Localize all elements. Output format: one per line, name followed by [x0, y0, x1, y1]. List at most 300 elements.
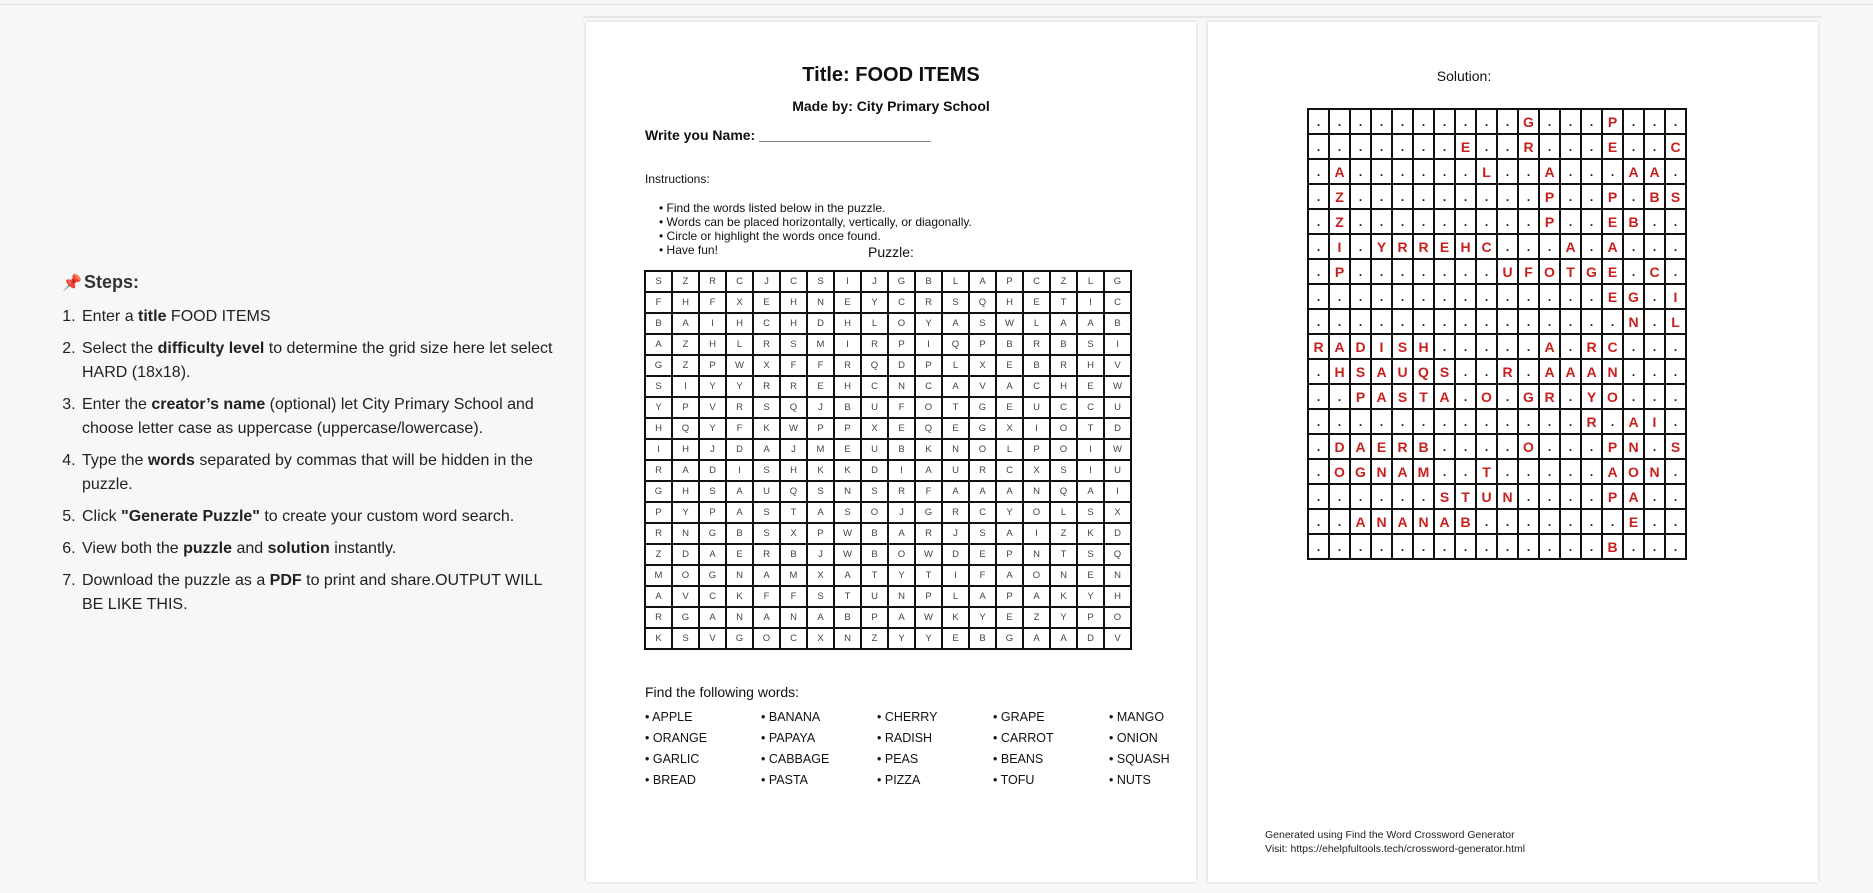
puzzle-cell: A [888, 523, 915, 544]
puzzle-cell: Q [780, 481, 807, 502]
puzzle-cell: S [753, 397, 780, 418]
puzzle-cell: W [834, 523, 861, 544]
solution-cell: E [1602, 259, 1623, 284]
puzzle-cell: S [753, 460, 780, 481]
solution-cell: A [1581, 359, 1602, 384]
puzzle-cell: B [834, 397, 861, 418]
puzzle-cell: P [915, 586, 942, 607]
solution-cell: . [1602, 159, 1623, 184]
solution-cell: R [1497, 359, 1518, 384]
solution-cell: . [1644, 509, 1665, 534]
puzzle-cell: J [753, 271, 780, 292]
solution-cell: . [1308, 459, 1329, 484]
puzzle-row [645, 334, 1131, 355]
solution-cell: . [1434, 409, 1455, 434]
puzzle-cell: T [942, 397, 969, 418]
puzzle-cell: X [780, 523, 807, 544]
solution-cell: . [1644, 309, 1665, 334]
instruction-item: • Have fun! [659, 243, 972, 257]
puzzle-cell: R [645, 607, 672, 628]
solution-cell: . [1581, 459, 1602, 484]
solution-cell: . [1434, 434, 1455, 459]
solution-cell: B [1413, 434, 1434, 459]
solution-cell: . [1476, 259, 1497, 284]
solution-cell: H [1413, 334, 1434, 359]
puzzle-cell: Y [1050, 607, 1077, 628]
solution-cell: . [1308, 384, 1329, 409]
puzzle-cell: G [888, 271, 915, 292]
solution-cell: G [1518, 384, 1539, 409]
puzzle-cell: R [699, 271, 726, 292]
solution-cell: . [1665, 409, 1686, 434]
puzzle-cell: A [699, 544, 726, 565]
solution-cell: . [1623, 134, 1644, 159]
instruction-item: • Find the words listed below in the puzzle. [659, 201, 972, 215]
solution-cell: . [1392, 409, 1413, 434]
solution-cell: . [1329, 484, 1350, 509]
puzzle-cell: H [645, 418, 672, 439]
solution-cell: . [1434, 184, 1455, 209]
puzzle-cell: P [888, 334, 915, 355]
puzzle-cell: S [753, 523, 780, 544]
puzzle-cell: G [672, 607, 699, 628]
solution-cell: . [1518, 484, 1539, 509]
puzzle-cell: A [1023, 586, 1050, 607]
puzzle-cell: O [969, 439, 996, 460]
puzzle-cell: B [861, 523, 888, 544]
puzzle-cell: O [888, 313, 915, 334]
solution-cell: . [1497, 184, 1518, 209]
puzzle-cell: K [807, 460, 834, 481]
solution-page [1208, 22, 1818, 882]
solution-cell: . [1497, 134, 1518, 159]
solution-cell: . [1371, 284, 1392, 309]
solution-cell: . [1392, 159, 1413, 184]
solution-cell: Q [1413, 359, 1434, 384]
puzzle-cell: F [888, 397, 915, 418]
puzzle-cell: S [780, 334, 807, 355]
puzzle-cell: I [672, 376, 699, 397]
puzzle-cell: A [888, 607, 915, 628]
puzzle-cell: D [1104, 523, 1131, 544]
solution-cell: R [1413, 234, 1434, 259]
puzzle-cell: E [996, 397, 1023, 418]
puzzle-row [645, 586, 1131, 607]
solution-cell: S [1434, 359, 1455, 384]
solution-cell: . [1665, 259, 1686, 284]
solution-cell: . [1644, 334, 1665, 359]
puzzle-cell: U [1104, 460, 1131, 481]
puzzle-cell: A [726, 502, 753, 523]
solution-cell: O [1623, 459, 1644, 484]
solution-row [1308, 134, 1686, 159]
puzzle-cell: A [969, 271, 996, 292]
solution-cell: . [1413, 259, 1434, 284]
puzzle-cell: V [672, 586, 699, 607]
puzzle-cell: X [861, 418, 888, 439]
solution-cell: A [1602, 459, 1623, 484]
solution-cell: . [1560, 334, 1581, 359]
solution-cell: . [1476, 434, 1497, 459]
puzzle-cell: J [861, 271, 888, 292]
solution-cell: D [1350, 334, 1371, 359]
solution-cell: . [1476, 209, 1497, 234]
solution-cell: . [1476, 309, 1497, 334]
puzzle-cell: N [1050, 565, 1077, 586]
solution-cell: . [1665, 234, 1686, 259]
solution-cell: . [1539, 434, 1560, 459]
solution-cell: A [1560, 234, 1581, 259]
solution-cell: . [1371, 409, 1392, 434]
solution-cell: A [1623, 484, 1644, 509]
solution-cell: U [1392, 359, 1413, 384]
puzzle-cell: L [1077, 271, 1104, 292]
puzzle-cell: F [699, 292, 726, 313]
puzzle-cell: V [969, 376, 996, 397]
puzzle-cell: E [969, 544, 996, 565]
puzzle-cell: Y [915, 313, 942, 334]
solution-cell: . [1623, 234, 1644, 259]
solution-cell: . [1476, 359, 1497, 384]
word-item: • GRAPE [993, 710, 1109, 724]
puzzle-cell: R [888, 481, 915, 502]
puzzle-cell: T [1077, 418, 1104, 439]
solution-row [1308, 109, 1686, 134]
solution-cell: A [1434, 509, 1455, 534]
puzzle-cell: V [1104, 628, 1131, 649]
puzzle-cell: F [915, 481, 942, 502]
puzzle-cell: D [888, 355, 915, 376]
solution-cell: . [1350, 184, 1371, 209]
puzzle-row [645, 628, 1131, 649]
puzzle-cell: O [1104, 607, 1131, 628]
solution-cell: A [1560, 359, 1581, 384]
solution-cell: . [1413, 409, 1434, 434]
solution-cell: . [1518, 409, 1539, 434]
puzzle-cell: A [996, 523, 1023, 544]
solution-cell: . [1434, 134, 1455, 159]
solution-cell: S [1665, 434, 1686, 459]
puzzle-cell: E [888, 418, 915, 439]
solution-cell: . [1581, 284, 1602, 309]
solution-cell: R [1581, 409, 1602, 434]
solution-cell: . [1602, 309, 1623, 334]
puzzle-cell: G [969, 397, 996, 418]
puzzle-cell: P [996, 271, 1023, 292]
solution-cell: T [1560, 259, 1581, 284]
solution-cell: . [1644, 359, 1665, 384]
puzzle-cell: R [753, 376, 780, 397]
solution-cell: C [1644, 259, 1665, 284]
puzzle-cell: A [672, 313, 699, 334]
puzzle-cell: C [915, 376, 942, 397]
puzzle-cell: T [1050, 292, 1077, 313]
puzzle-cell: S [645, 271, 672, 292]
puzzle-cell: A [1023, 628, 1050, 649]
solution-cell: . [1518, 534, 1539, 559]
puzzle-cell: I [834, 334, 861, 355]
solution-cell: . [1413, 109, 1434, 134]
solution-cell: S [1434, 484, 1455, 509]
puzzle-row [645, 460, 1131, 481]
word-item: • RADISH [877, 731, 993, 745]
puzzle-cell: E [942, 418, 969, 439]
puzzle-cell: P [996, 586, 1023, 607]
solution-cell: . [1455, 109, 1476, 134]
word-item: • BEANS [993, 752, 1109, 766]
solution-cell: . [1476, 184, 1497, 209]
puzzle-cell: O [1023, 565, 1050, 586]
solution-cell: R [1518, 134, 1539, 159]
solution-cell: N [1644, 459, 1665, 484]
solution-cell: . [1413, 134, 1434, 159]
puzzle-cell: Y [969, 607, 996, 628]
word-list [645, 710, 1195, 787]
solution-cell: U [1497, 259, 1518, 284]
solution-cell: . [1623, 334, 1644, 359]
puzzle-cell: I [1077, 439, 1104, 460]
solution-row [1308, 234, 1686, 259]
solution-cell: A [1350, 509, 1371, 534]
instructions-label: Instructions: [645, 172, 710, 186]
step-item: 7. Download the puzzle as a PDF to print and share.OUTPUT WILL BE LIKE THIS. [80, 569, 562, 617]
solution-cell: . [1371, 184, 1392, 209]
solution-cell: P [1350, 384, 1371, 409]
puzzle-cell: M [645, 565, 672, 586]
puzzle-cell: H [699, 334, 726, 355]
puzzle-cell: B [861, 544, 888, 565]
puzzle-cell: X [996, 418, 1023, 439]
solution-cell: T [1455, 484, 1476, 509]
solution-cell: D [1329, 434, 1350, 459]
solution-cell: A [1371, 384, 1392, 409]
solution-row [1308, 309, 1686, 334]
puzzle-cell: W [780, 418, 807, 439]
solution-cell: S [1392, 384, 1413, 409]
puzzle-cell: X [807, 628, 834, 649]
puzzle-cell: C [1023, 376, 1050, 397]
solution-cell: . [1329, 109, 1350, 134]
puzzle-cell: I [699, 313, 726, 334]
puzzle-cell: U [861, 439, 888, 460]
solution-cell: G [1518, 109, 1539, 134]
puzzle-cell: N [672, 523, 699, 544]
puzzle-cell: F [969, 565, 996, 586]
solution-row [1308, 359, 1686, 384]
solution-cell: . [1308, 159, 1329, 184]
solution-cell: . [1518, 209, 1539, 234]
puzzle-cell: A [807, 502, 834, 523]
solution-cell: A [1623, 409, 1644, 434]
puzzle-cell: N [1023, 544, 1050, 565]
puzzle-cell: Q [780, 397, 807, 418]
puzzle-cell: J [780, 439, 807, 460]
step-item: 4. Type the words separated by commas that will be hidden in the puzzle. [80, 449, 562, 497]
puzzle-cell: S [807, 586, 834, 607]
puzzle-cell: A [645, 334, 672, 355]
puzzle-cell: P [807, 523, 834, 544]
puzzle-cell: A [942, 313, 969, 334]
solution-cell: . [1539, 509, 1560, 534]
puzzle-cell: A [834, 565, 861, 586]
puzzle-cell: A [1050, 313, 1077, 334]
puzzle-cell: A [969, 586, 996, 607]
solution-cell: F [1518, 259, 1539, 284]
solution-cell: N [1623, 309, 1644, 334]
solution-cell: . [1581, 234, 1602, 259]
solution-cell: . [1539, 134, 1560, 159]
solution-cell: . [1581, 434, 1602, 459]
puzzle-cell: O [1050, 418, 1077, 439]
solution-cell: . [1539, 234, 1560, 259]
puzzle-cell: C [780, 271, 807, 292]
solution-cell: . [1665, 484, 1686, 509]
puzzle-cell: E [834, 439, 861, 460]
solution-cell: . [1497, 309, 1518, 334]
solution-cell: Z [1329, 184, 1350, 209]
puzzle-cell: Y [996, 502, 1023, 523]
solution-cell: G [1581, 259, 1602, 284]
puzzle-cell: I [942, 565, 969, 586]
solution-cell: . [1308, 484, 1329, 509]
puzzle-cell: Q [1050, 481, 1077, 502]
steps-list [62, 305, 562, 617]
puzzle-row [645, 397, 1131, 418]
puzzle-cell: H [672, 292, 699, 313]
puzzle-cell: H [780, 313, 807, 334]
solution-cell: A [1329, 159, 1350, 184]
solution-cell: . [1560, 284, 1581, 309]
preview-top-border [583, 16, 1821, 18]
solution-cell: C [1602, 334, 1623, 359]
puzzle-cell: O [888, 544, 915, 565]
puzzle-cell: J [807, 544, 834, 565]
solution-cell: . [1455, 209, 1476, 234]
puzzle-cell: L [942, 271, 969, 292]
solution-cell: . [1455, 534, 1476, 559]
puzzle-cell: R [1023, 334, 1050, 355]
solution-cell: . [1581, 209, 1602, 234]
puzzle-cell: N [942, 439, 969, 460]
solution-cell: B [1455, 509, 1476, 534]
solution-row [1308, 384, 1686, 409]
puzzle-grid [644, 270, 1132, 650]
solution-cell: . [1623, 109, 1644, 134]
puzzle-cell: S [861, 481, 888, 502]
solution-cell: . [1329, 284, 1350, 309]
solution-cell: . [1434, 459, 1455, 484]
puzzle-cell: T [780, 502, 807, 523]
puzzle-cell: N [834, 628, 861, 649]
puzzle-cell: Y [861, 292, 888, 313]
puzzle-cell: G [1104, 271, 1131, 292]
puzzle-cell: K [1077, 523, 1104, 544]
puzzle-row [645, 271, 1131, 292]
word-item: • NUTS [1109, 773, 1225, 787]
solution-cell: . [1413, 284, 1434, 309]
puzzle-cell: L [1023, 313, 1050, 334]
puzzle-cell: N [834, 481, 861, 502]
solution-cell: . [1455, 409, 1476, 434]
solution-cell: R [1308, 334, 1329, 359]
puzzle-cell: B [726, 523, 753, 544]
solution-cell: . [1539, 284, 1560, 309]
solution-cell: Y [1581, 384, 1602, 409]
puzzle-cell: I [645, 439, 672, 460]
solution-row [1308, 334, 1686, 359]
puzzle-cell: D [1104, 418, 1131, 439]
puzzle-cell: P [1023, 439, 1050, 460]
puzzle-cell: N [726, 565, 753, 586]
puzzle-cell: F [645, 292, 672, 313]
puzzle-cell: E [726, 544, 753, 565]
solution-cell: . [1497, 234, 1518, 259]
puzzle-cell: O [861, 502, 888, 523]
puzzle-cell: F [780, 355, 807, 376]
puzzle-cell: W [834, 544, 861, 565]
puzzle-cell: A [699, 607, 726, 628]
puzzle-cell: R [915, 523, 942, 544]
puzzle-cell: S [753, 502, 780, 523]
puzzle-cell: E [1077, 565, 1104, 586]
puzzle-cell: R [645, 460, 672, 481]
solution-cell: B [1644, 184, 1665, 209]
word-item: • TOFU [993, 773, 1109, 787]
puzzle-cell: M [807, 439, 834, 460]
solution-cell: S [1392, 334, 1413, 359]
puzzle-label: Puzzle: [868, 244, 914, 260]
puzzle-cell: H [780, 292, 807, 313]
puzzle-title: Title: FOOD ITEMS [802, 64, 980, 86]
puzzle-cell: G [645, 481, 672, 502]
puzzle-cell: N [1023, 481, 1050, 502]
solution-cell: C [1476, 234, 1497, 259]
pushpin-icon: 📌 [62, 274, 82, 292]
solution-cell: . [1581, 134, 1602, 159]
solution-cell: P [1329, 259, 1350, 284]
solution-cell: I [1371, 334, 1392, 359]
instruction-item: • Words can be placed horizontally, vertically, or diagonally. [659, 215, 972, 229]
solution-cell: . [1350, 109, 1371, 134]
puzzle-cell: P [1077, 607, 1104, 628]
solution-cell: . [1392, 259, 1413, 284]
solution-row [1308, 534, 1686, 559]
puzzle-cell: Y [645, 397, 672, 418]
puzzle-cell: X [969, 355, 996, 376]
word-item: • CARROT [993, 731, 1109, 745]
puzzle-cell: X [726, 292, 753, 313]
puzzle-cell: W [1104, 439, 1131, 460]
puzzle-row [645, 292, 1131, 313]
solution-cell: G [1350, 459, 1371, 484]
solution-cell: . [1476, 534, 1497, 559]
solution-cell: . [1308, 434, 1329, 459]
steps-heading [62, 272, 562, 293]
solution-cell: . [1308, 134, 1329, 159]
solution-cell: U [1476, 484, 1497, 509]
puzzle-cell: Q [861, 355, 888, 376]
solution-cell: . [1518, 309, 1539, 334]
solution-cell: . [1581, 509, 1602, 534]
solution-cell: . [1308, 209, 1329, 234]
puzzle-cell: X [1104, 502, 1131, 523]
solution-cell: . [1455, 334, 1476, 359]
solution-cell: . [1392, 309, 1413, 334]
puzzle-cell: H [726, 313, 753, 334]
solution-cell: . [1476, 109, 1497, 134]
puzzle-cell: A [1077, 313, 1104, 334]
solution-cell: . [1581, 484, 1602, 509]
